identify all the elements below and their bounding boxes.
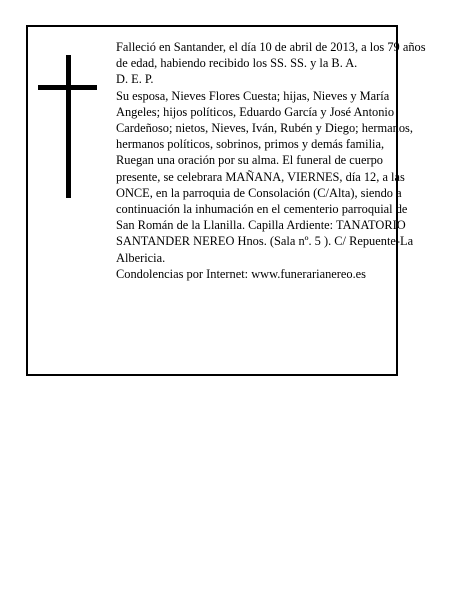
cross-horizontal-bar xyxy=(38,85,97,90)
obituary-notice xyxy=(26,25,426,376)
notice-body xyxy=(116,39,426,282)
funeral-details: Ruegan una oración por su alma. El funeral de cuerpo presente, se celebrara MAÑANA, VIERNES, día 12, a las ONCE, en la parroquia de Consolación (C/Alta), siendo a continuación la inhumación en el cementerio parroquial de San Román de la Llanilla. Capilla Ardiente: TANATORIO SANTANDER NEREO Hnos. (Sala nº. 5 ). C/ Repuente-La Albericia. xyxy=(116,153,414,265)
rip-line: D. E. P. xyxy=(116,72,154,87)
death-announcement: Falleció en Santander, el día 10 de abril de 2013, a los 79 años de edad, habiendo recibido los SS. SS. y la B. A. xyxy=(116,40,426,71)
cross-vertical-bar xyxy=(66,55,71,198)
condolences-line: Condolencias por Internet: www.funerarianereo.es xyxy=(116,266,367,281)
family-list: Su esposa, Nieves Flores Cuesta; hijas, Nieves y María Angeles; hijos políticos, Eduardo García y José Antonio Cardeñoso; nietos, Nieves, Iván, Rubén y Diego; hermanos, hermanos políticos, sobrinos, primos y demás familia, xyxy=(116,88,413,152)
